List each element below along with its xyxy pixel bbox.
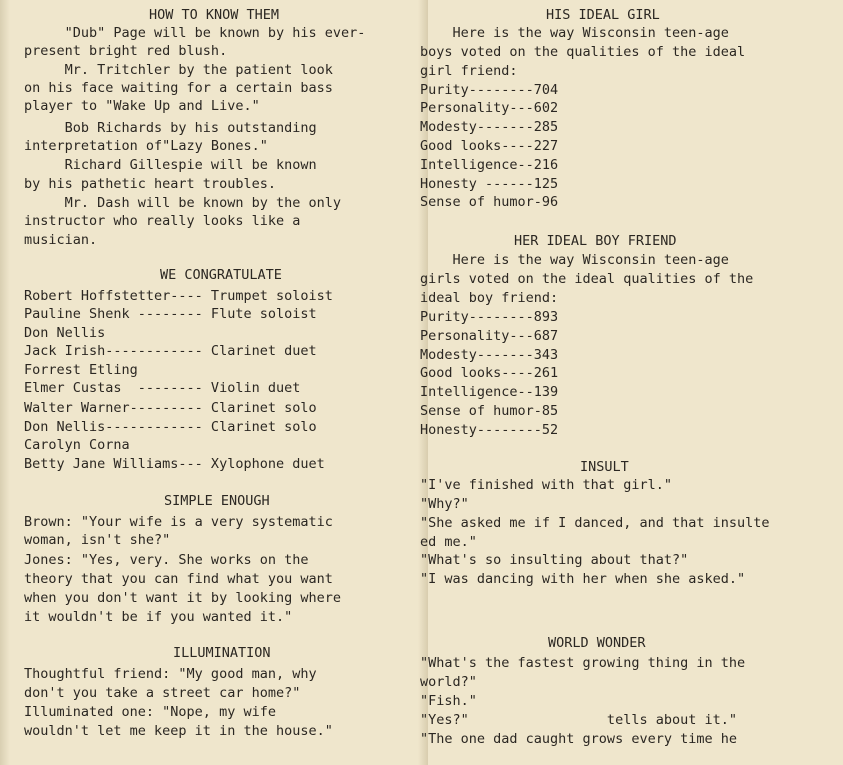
text-line: girl friend: — [420, 63, 518, 79]
vote-row: Personality---602 — [420, 100, 559, 116]
congrat-line: Carolyn Corna — [24, 437, 130, 453]
text-line: world?" — [420, 674, 477, 690]
section-heading-congratulate: WE CONGRATULATE — [160, 267, 282, 283]
text-line: "The one dad caught grows every time he — [420, 731, 737, 747]
vote-row: Sense of humor-85 — [420, 403, 559, 419]
vote-row: Intelligence--216 — [420, 157, 559, 173]
text-line: when you don't want it by looking where — [24, 590, 341, 606]
text-line: Mr. Tritchler by the patient look — [24, 62, 333, 78]
text-line: Jones: "Yes, very. She works on the — [24, 552, 309, 568]
vote-row: Purity--------704 — [420, 82, 559, 98]
congrat-line: Betty Jane Williams--- Xylophone duet — [24, 456, 325, 472]
congrat-line: Walter Warner--------- Clarinet solo — [24, 400, 317, 416]
text-line: interpretation of"Lazy Bones." — [24, 138, 268, 154]
vote-row: Honesty--------52 — [420, 422, 559, 438]
section-heading-insult: INSULT — [580, 459, 629, 475]
section-heading-simple-enough: SIMPLE ENOUGH — [164, 493, 270, 509]
text-line: Mr. Dash will be known by the only — [24, 195, 341, 211]
text-line: "Yes?" tells about it." — [420, 712, 737, 728]
text-line: player to "Wake Up and Live." — [24, 98, 260, 114]
congrat-line: Don Nellis — [24, 325, 106, 341]
text-line: ed me." — [420, 534, 477, 550]
vote-row: Honesty ------125 — [420, 176, 559, 192]
vote-row: Good looks----261 — [420, 365, 559, 381]
congrat-line: Jack Irish------------ Clarinet duet — [24, 343, 317, 359]
text-line: Illuminated one: "Nope, my wife — [24, 704, 276, 720]
text-line: "Why?" — [420, 496, 469, 512]
vote-row: Personality---687 — [420, 328, 559, 344]
text-line: instructor who really looks like a — [24, 213, 301, 229]
vote-row: Modesty-------343 — [420, 347, 559, 363]
text-line: musician. — [24, 232, 98, 248]
text-line: ideal boy friend: — [420, 290, 559, 306]
congrat-line: Forrest Etling — [24, 362, 138, 378]
section-heading-how-to-know: HOW TO KNOW THEM — [149, 7, 280, 23]
text-line: "I was dancing with her when she asked." — [420, 571, 746, 587]
congrat-line: Pauline Shenk -------- Flute soloist — [24, 306, 317, 322]
text-line: woman, isn't she?" — [24, 532, 171, 548]
vote-row: Good looks----227 — [420, 138, 559, 154]
vote-row: Intelligence--139 — [420, 384, 559, 400]
congrat-line: Don Nellis------------ Clarinet solo — [24, 419, 317, 435]
text-line: on his face waiting for a certain bass — [24, 80, 333, 96]
congrat-line: Robert Hoffstetter---- Trumpet soloist — [24, 288, 333, 304]
text-line: theory that you can find what you want — [24, 571, 333, 587]
text-line: Here is the way Wisconsin teen-age — [420, 25, 729, 41]
text-line: girls voted on the ideal qualities of the — [420, 271, 754, 287]
text-line: "She asked me if I danced, and that insulte — [420, 515, 770, 531]
text-line: boys voted on the qualities of the ideal — [420, 44, 746, 60]
text-line: by his pathetic heart troubles. — [24, 176, 276, 192]
text-line: Thoughtful friend: "My good man, why — [24, 666, 317, 682]
vote-row: Modesty-------285 — [420, 119, 559, 135]
text-line: "What's so insulting about that?" — [420, 552, 689, 568]
section-heading-her-ideal-friend: HER IDEAL BOY FRIEND — [514, 233, 677, 249]
text-line: Brown: "Your wife is a very systematic — [24, 514, 333, 530]
section-heading-illumination: ILLUMINATION — [173, 645, 271, 661]
text-line: "I've finished with that girl." — [420, 477, 672, 493]
congrat-line: Elmer Custas -------- Violin duet — [24, 380, 301, 396]
section-heading-world-wonder: WORLD WONDER — [548, 635, 646, 651]
section-heading-his-ideal-girl: HIS IDEAL GIRL — [546, 7, 660, 23]
text-line: "Fish." — [420, 693, 477, 709]
text-line: wouldn't let me keep it in the house." — [24, 723, 333, 739]
text-line: "Dub" Page will be known by his ever- — [24, 25, 366, 41]
text-line: Here is the way Wisconsin teen-age — [420, 252, 729, 268]
vote-row: Sense of humor-96 — [420, 194, 559, 210]
text-line: Richard Gillespie will be known — [24, 157, 317, 173]
text-line: "What's the fastest growing thing in the — [420, 655, 746, 671]
text-line: present bright red blush. — [24, 43, 228, 59]
text-line: it wouldn't be if you wanted it." — [24, 609, 293, 625]
paper-left-edge — [0, 0, 10, 765]
text-line: don't you take a street car home?" — [24, 685, 301, 701]
vote-row: Purity--------893 — [420, 309, 559, 325]
text-line: Bob Richards by his outstanding — [24, 120, 317, 136]
